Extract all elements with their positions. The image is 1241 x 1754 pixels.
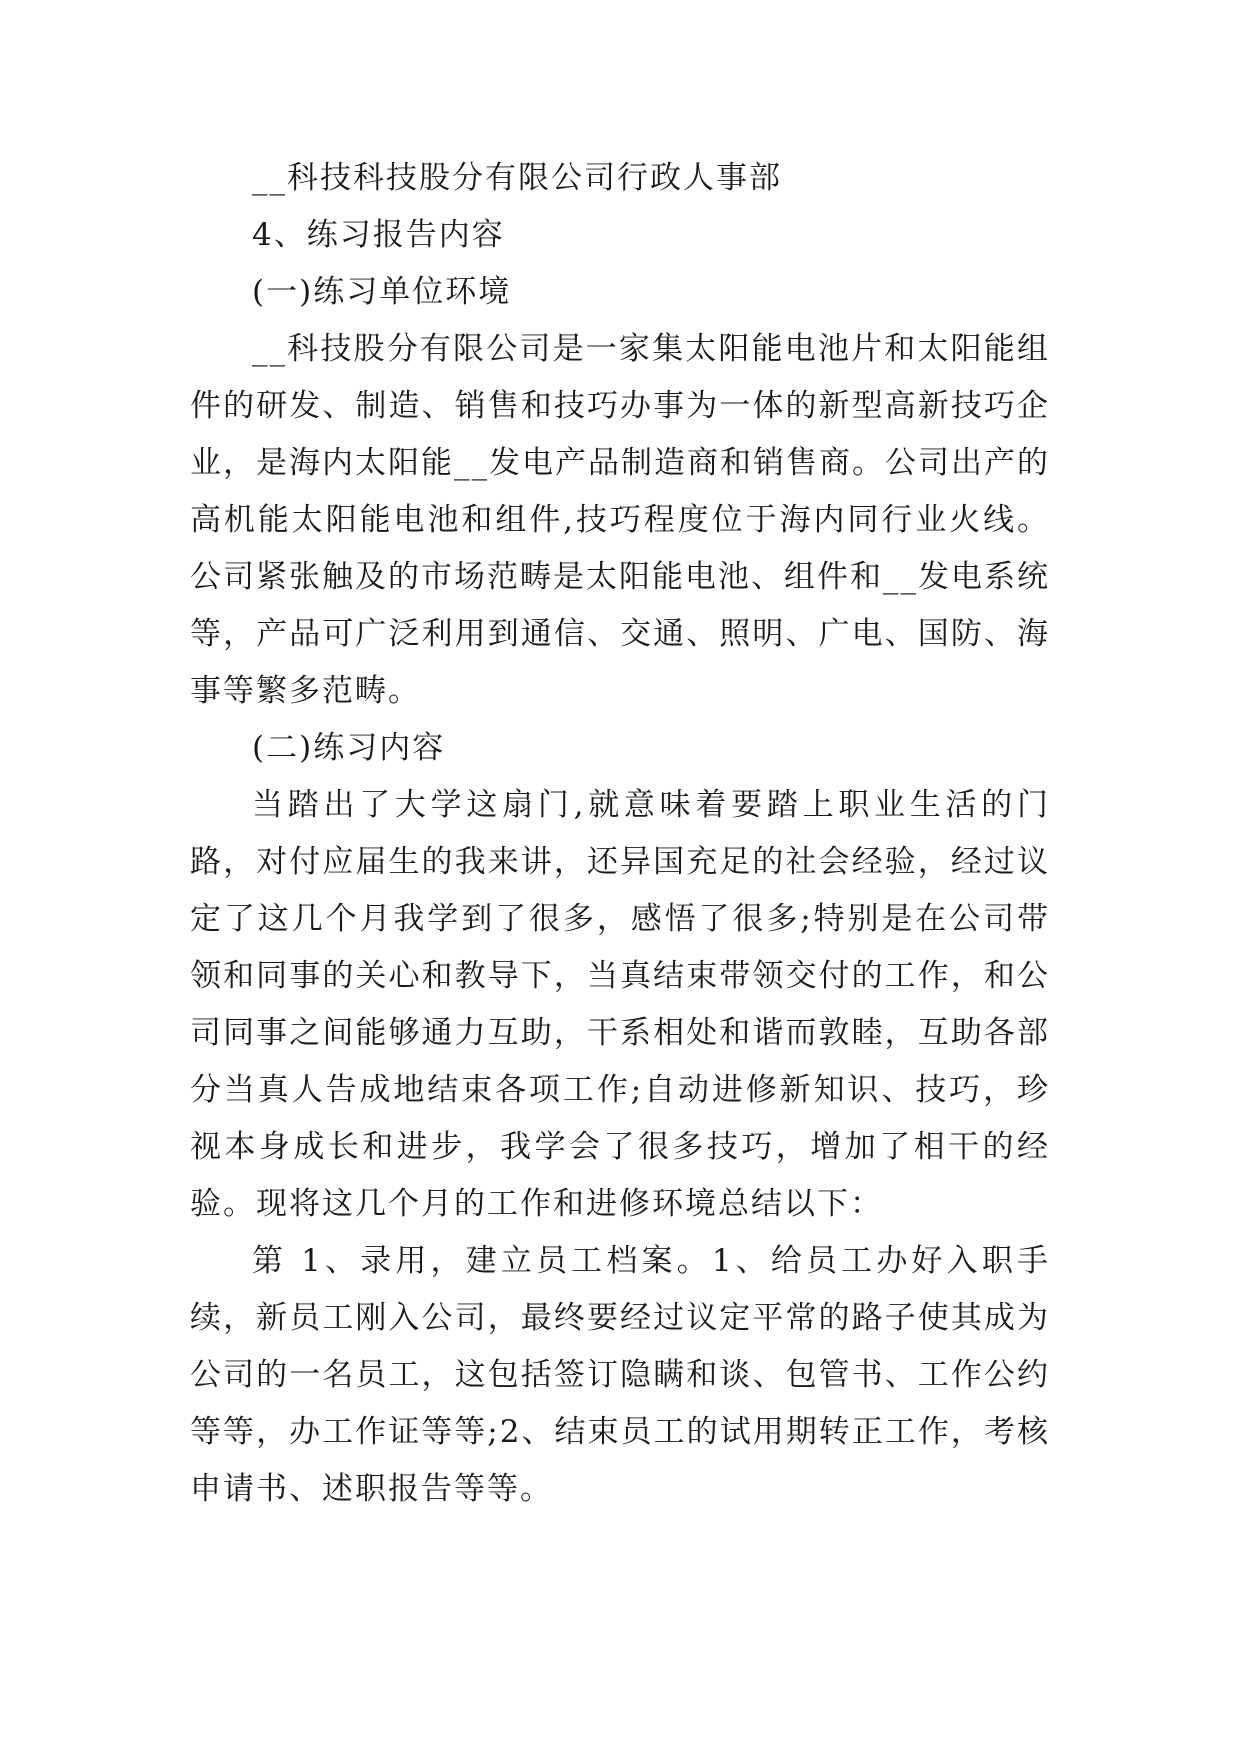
paragraph-hiring-records: 第 1、录用，建立员工档案。1、给员工办好入职手续，新员工刚入公司，最终要经过议定平常的路子使其成为公司的一名员工，这包括签订隐瞒和谈、包管书、工作公约等等，办工作证等等;2、结束员工的试用期转正工作，考核申请书、述职报告等等。: [190, 1243, 1050, 1507]
section-heading-report-content: 4、练习报告内容: [252, 217, 505, 253]
subheading-unit-environment: (一)练习单位环境: [252, 274, 512, 310]
paragraph-company-intro: __科技股分有限公司是一家集太阳能电池片和太阳能组件的研发、制造、销售和技巧办事为一体的新型高新技巧企业，是海内太阳能__发电产品制造商和销售商。公司出产的高机能太阳能电池和组件,技巧程度位于海内同行业火线。公司紧张触及的市场范畴是太阳能电池、组件和__发电系统等，产品可广泛利用到通信、交通、照明、广电、国防、海事等繁多范畴。: [190, 331, 1050, 709]
paragraph-practice-summary: 当踏出了大学这扇门,就意味着要踏上职业生活的门路，对付应届生的我来讲，还异国充足的社会经验，经过议定了这几个月我学到了很多，感悟了很多;特别是在公司带领和同事的关心和教导下，当真结束带领交付的工作，和公司同事之间能够通力互助，干系相处和谐而敦睦，互助各部分当真人告成地结束各项工作;自动进修新知识、技巧，珍视本身成长和进步，我学会了很多技巧，增加了相干的经验。现将这几个月的工作和进修环境总结以下：: [190, 787, 1050, 1222]
department-line: __科技科技股分有限公司行政人事部: [252, 160, 782, 196]
document-body: [190, 150, 1050, 1518]
subheading-practice-content: (二)练习内容: [252, 730, 446, 766]
